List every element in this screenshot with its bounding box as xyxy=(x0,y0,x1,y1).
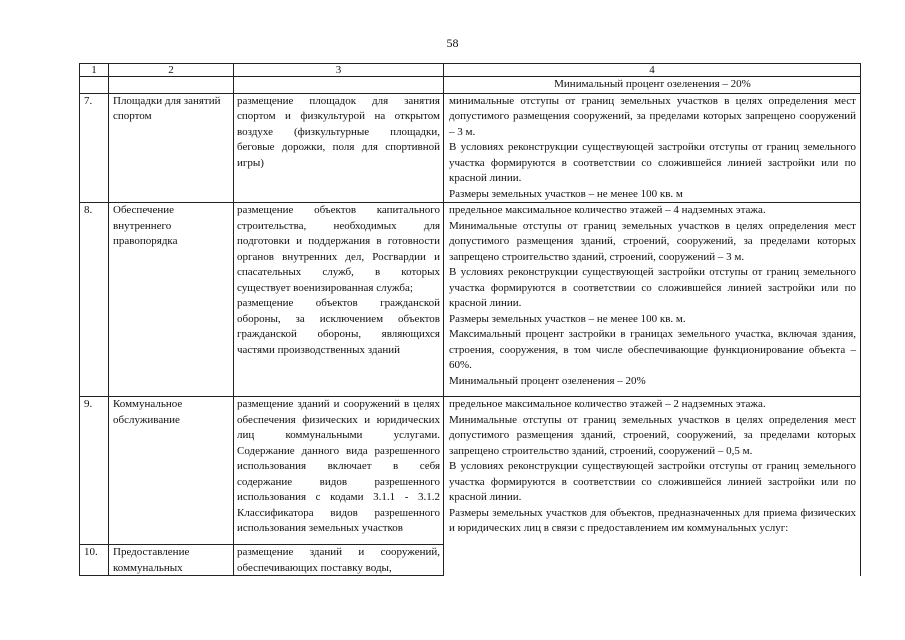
row-description xyxy=(234,203,444,397)
parameter-line: Минимальный процент озеленения – 20% xyxy=(449,374,646,387)
row-number: 10. xyxy=(80,545,109,576)
row-number: 7. xyxy=(80,93,109,203)
column-header-2: 2 xyxy=(109,64,234,77)
column-header-4: 4 xyxy=(444,64,861,77)
row-description xyxy=(234,93,444,203)
parameter-line: В условиях реконструкции существующей застройки отступы от границ земельного участка формируются в соответствии со сложившейся линией застройки или по красной линии. xyxy=(449,141,856,184)
description-paragraph: размещение объектов гражданской обороны, за исключением объектов гражданской обороны, являющихся частями производственных зданий xyxy=(237,297,440,356)
parameter-line: Размеры земельных участков – не менее 100 кв. м xyxy=(449,187,683,200)
parameter-line: Минимальный процент озеленения – 20% xyxy=(554,78,751,90)
row-name-text: Предоставление коммунальных xyxy=(113,546,190,574)
row-description xyxy=(234,397,444,545)
parameter-line: Минимальные отступы от границ земельных участков в целях определения мест допустимого размещения зданий, строений, сооружений, за пределами которых запрещено строительство зданий, строений, сооружений – 0,5 м. xyxy=(449,413,856,457)
column-header-3: 3 xyxy=(234,64,444,77)
table-row xyxy=(80,77,861,94)
parameter-line: Размеры земельных участков для объектов, предназначенных для приема физических и юридических лиц в связи с предоставлением им коммунальных услуг: xyxy=(449,506,856,534)
row-name: Коммунальное обслуживание xyxy=(109,397,234,545)
table-row xyxy=(80,203,861,397)
row-parameters xyxy=(444,93,861,203)
description-paragraph: размещение площадок для занятия спортом и физкультурой на открытом воздухе (физкультурные площадки, беговые дорожки, поля для спортивной игры) xyxy=(237,94,440,169)
page-number: 58 xyxy=(446,36,459,50)
row-number xyxy=(80,77,109,94)
row-parameters xyxy=(444,397,861,576)
row-name: Площадки для занятий спортом xyxy=(109,93,234,203)
parameter-line: предельное максимальное количество этажей – 2 надземных этажа. xyxy=(449,398,766,410)
row-name xyxy=(109,545,234,576)
parameter-line: Размеры земельных участков – не менее 100 кв. м. xyxy=(449,312,686,325)
parameter-line: В условиях реконструкции существующей застройки отступы от границ земельного участка формируются в соответствии со сложившейся линией застройки или по красной линии. xyxy=(449,266,856,309)
parameter-line: Максимальный процент застройки в границах земельного участка, включая здания, строения, сооружения, в том числе обеспечивающие функционирование объекта – 60%. xyxy=(449,328,856,371)
row-name: Обеспечение внутреннего правопорядка xyxy=(109,203,234,397)
description-paragraph: размещение объектов капитального строительства, необходимых для подготовки и поддержания в готовности органов внутренних дел, Росгвардии и спасательных служб, в которых существует военизированная служба; xyxy=(237,204,440,294)
row-name xyxy=(109,77,234,94)
description-paragraph: размещение зданий и сооружений, обеспечивающих поставку воды, xyxy=(237,546,440,574)
description-paragraph: размещение зданий и сооружений в целях обеспечения физических и юридических лиц коммунальными услугами. Содержание данного вида разрешенного использования включает в себя содержание видов разрешенного использования с кодами 3.1.1 - 3.1.2 Классификатора видов разрешенного использования земельных участков xyxy=(237,398,440,534)
row-parameters xyxy=(444,203,861,397)
parameter-line: В условиях реконструкции существующей застройки отступы от границ земельного участка формируются в соответствии со сложившейся линией застройки или по красной линии. xyxy=(449,460,856,503)
parameter-line: минимальные отступы от границ земельных участков в целях определения мест допустимого размещения сооружений, за пределами которых запрещено сооружений – 3 м. xyxy=(449,94,856,138)
parameter-line: предельное максимальное количество этажей – 4 надземных этажа. xyxy=(449,204,766,216)
table-header-row xyxy=(80,64,861,77)
row-parameters xyxy=(444,77,861,94)
parameter-line: Минимальные отступы от границ земельных участков в целях определения мест допустимого размещения зданий, строений, сооружений, за пределами которых запрещено строительство зданий, строений, сооружений – 3 м. xyxy=(449,219,856,263)
row-description xyxy=(234,77,444,94)
land-use-table xyxy=(79,63,861,576)
table-row xyxy=(80,397,861,545)
column-header-1: 1 xyxy=(80,64,109,77)
row-number: 8. xyxy=(80,203,109,397)
table-row xyxy=(80,93,861,203)
row-number: 9. xyxy=(80,397,109,545)
row-description xyxy=(234,545,444,576)
